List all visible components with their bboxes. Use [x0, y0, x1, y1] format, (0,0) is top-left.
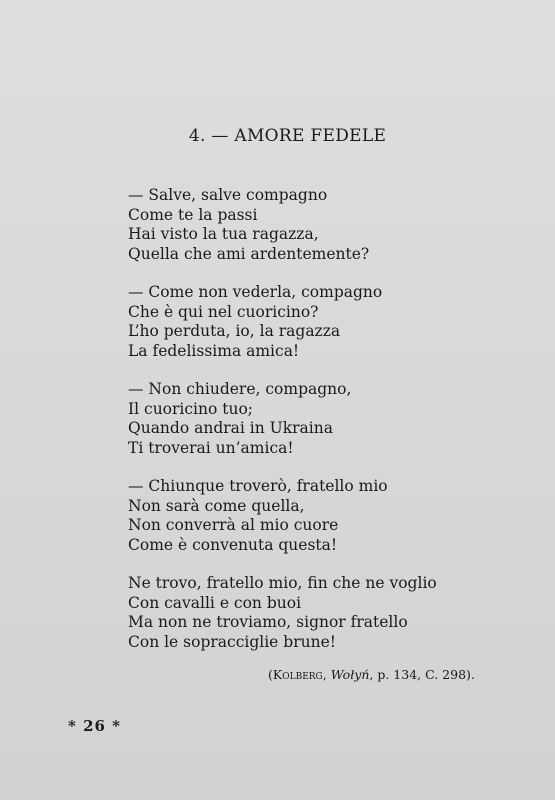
- verse-line: — Come non vederla, compagno: [128, 283, 383, 301]
- stanza-2: [128, 283, 488, 361]
- citation-separator: ,: [322, 667, 331, 682]
- verse-line: Con le sopracciglie brune!: [128, 632, 336, 651]
- verse-line: — Chiunque troverò, fratello mio: [128, 477, 388, 495]
- verse-line: — Salve, salve compagno: [128, 186, 328, 204]
- verse-line: La fedelissima amica!: [128, 341, 300, 360]
- poem-body: [128, 186, 488, 671]
- verse-line: Il cuoricino tuo;: [128, 399, 254, 418]
- page-number: * 26 *: [68, 717, 122, 735]
- verse-line: Quella che ami ardentemente?: [128, 244, 370, 263]
- verse-line: Ma non ne troviamo, signor fratello: [128, 613, 408, 631]
- poem-title: 4. — AMORE FEDELE: [188, 126, 387, 146]
- verse-line: Ti troverai un’amica!: [128, 438, 294, 457]
- verse-line: Ne trovo, fratello mio, fin che ne voglio: [128, 574, 437, 592]
- stanza-1: [128, 186, 488, 264]
- verse-line: Che è qui nel cuoricino?: [128, 302, 319, 321]
- stanza-4: [128, 477, 488, 555]
- verse-line: Con cavalli e con buoi: [128, 593, 302, 612]
- stanza-3: [128, 380, 488, 458]
- citation-work: Wołyń: [330, 667, 370, 682]
- citation-reference: , p. 134, C. 298).: [369, 667, 475, 682]
- verse-line: — Non chiudere, compagno,: [128, 380, 352, 398]
- stanza-5: [128, 574, 488, 652]
- verse-line: Non sarà come quella,: [128, 496, 305, 515]
- verse-line: Come è convenuta questa!: [128, 535, 338, 554]
- verse-line: L’ho perduta, io, la ragazza: [128, 322, 341, 340]
- verse-line: Quando andrai in Ukraina: [128, 419, 333, 437]
- verse-line: Non converrà al mio cuore: [128, 516, 339, 534]
- citation-author: Kolberg: [272, 667, 323, 682]
- verse-line: Hai visto la tua ragazza,: [128, 225, 319, 243]
- citation-open: (: [268, 667, 273, 682]
- source-citation: [268, 667, 498, 682]
- verse-line: Come te la passi: [128, 205, 258, 224]
